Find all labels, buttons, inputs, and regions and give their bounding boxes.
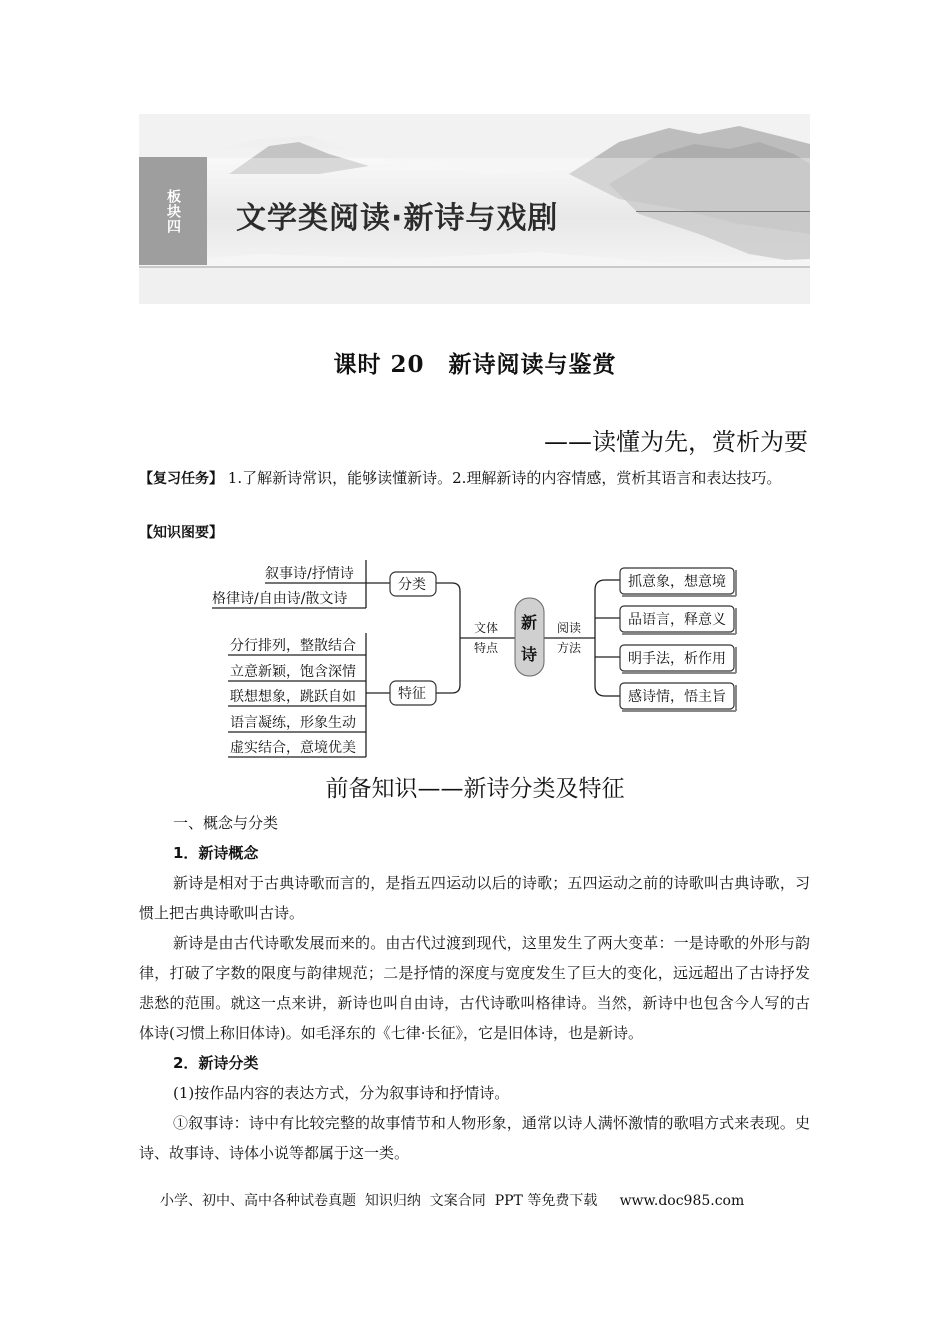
left-label-top: 文体 (474, 621, 499, 635)
lesson-title: 课时 20 新诗阅读与鉴赏 (333, 351, 617, 378)
feature-item-1: 分行排列，整散结合 (230, 638, 356, 654)
footer-ad: 小学、初中、高中各种试卷真题 知识归纳 文案合同 PPT 等免费下载 www.doc985.com (160, 1193, 745, 1209)
knowledge-map-tag: 【知识图要】 (139, 525, 223, 541)
section-heading-1: 一、概念与分类 (173, 814, 279, 832)
sub-heading-2: 2．新诗分类 (173, 1054, 259, 1072)
feature-item-5: 虚实结合，意境优美 (230, 740, 356, 756)
method-item-3: 明手法，析作用 (628, 651, 726, 667)
body-text (139, 808, 810, 1168)
sub-heading-1: 1．新诗概念 (173, 844, 259, 862)
paragraph-2: 新诗是由古代诗歌发展而来的。由古代过渡到现代，这里发生了两大变革：一是诗歌的外形与韵律，打破了字数的限度与韵律规范；二是抒情的深度与宽度发生了巨大的变化，远远超出了古诗抒发悲愁的范围。就这一点来讲，新诗也叫自由诗，古代诗歌叫格律诗。当然，新诗中也包含今人写的古体诗(习惯上称旧体诗)。如毛泽东的《七律·长征》，它是旧体诗，也是新诗。 (139, 934, 810, 1042)
banner-title: 文学类阅读·新诗与戏剧 (236, 201, 559, 236)
feature-item-2: 立意新颖，饱含深情 (230, 664, 356, 680)
feature-item-4: 语言凝练，形象生动 (230, 715, 356, 731)
paragraph-3: (1)按作品内容的表达方式，分为叙事诗和抒情诗。 (173, 1084, 510, 1102)
method-item-1: 抓意象，想意境 (628, 574, 726, 590)
banner-divider (139, 266, 810, 268)
categories-node: 分类 (398, 577, 426, 593)
center-node-bottom: 诗 (521, 645, 538, 664)
pre-knowledge-title: 前备知识——新诗分类及特征 (325, 776, 625, 802)
features-node: 特征 (398, 686, 426, 702)
feature-item-3: 联想想象，跳跃自如 (230, 689, 356, 705)
banner-rule (636, 211, 810, 212)
review-task (139, 464, 810, 493)
knowledge-mind-map (200, 550, 760, 765)
center-node-top: 新 (521, 613, 538, 632)
method-item-2: 品语言，释意义 (628, 612, 726, 628)
method-item-4: 感诗情，悟主旨 (628, 689, 726, 705)
paragraph-1: 新诗是相对于古典诗歌而言的，是指五四运动以后的诗歌；五四运动之前的诗歌叫古典诗歌，习惯上把古典诗歌叫古诗。 (139, 874, 810, 922)
section-tab (139, 157, 207, 265)
category-item-1: 叙事诗/抒情诗 (265, 566, 354, 582)
review-task-tag: 【复习任务】 (139, 471, 223, 487)
category-item-2: 格律诗/自由诗/散文诗 (212, 591, 348, 607)
review-task-text: 1.了解新诗常识，能够读懂新诗。2.理解新诗的内容情感，赏析其语言和表达技巧。 (227, 469, 782, 487)
center-node-pill (515, 598, 544, 676)
left-label-bottom: 特点 (474, 641, 499, 655)
section-tab-label: 板块四 (165, 188, 181, 234)
right-label-top: 阅读 (557, 621, 582, 635)
paragraph-4: ①叙事诗：诗中有比较完整的故事情节和人物形象，通常以诗人满怀激情的歌唱方式来表现。史诗、故事诗、诗体小说等都属于这一类。 (139, 1114, 810, 1162)
section-banner (139, 114, 810, 304)
lesson-subtitle: ——读懂为先，赏析为要 (544, 428, 808, 456)
right-label-bottom: 方法 (557, 641, 582, 655)
